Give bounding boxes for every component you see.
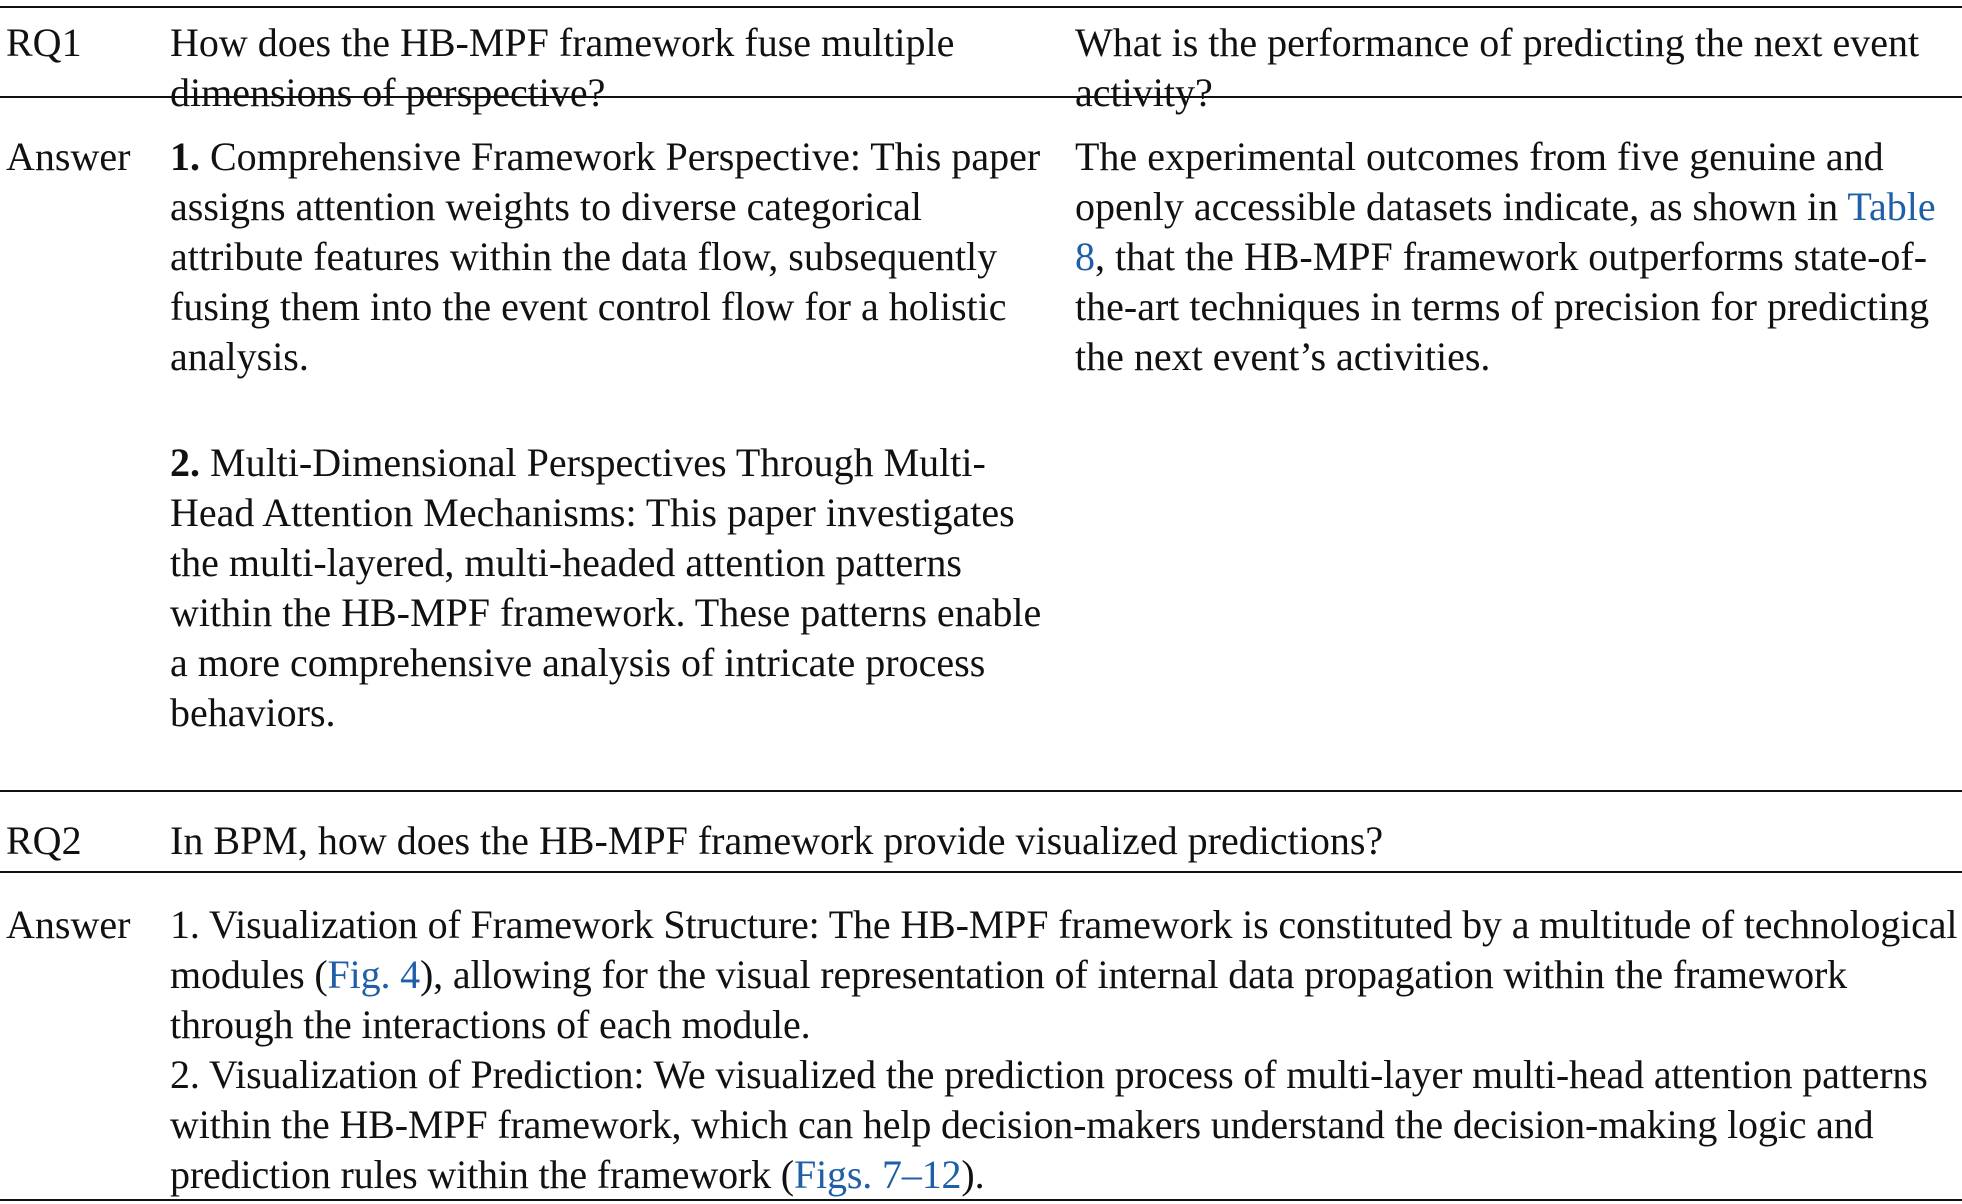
rq2-point1-before: 1. Visualization of Framework Structure: The HB-MPF framework is constituted by a multitude of technological modules (: [170, 902, 1958, 997]
rq2-answer-point1: [170, 900, 1962, 1050]
point2-number: 2.: [170, 440, 200, 485]
rq2-point2-before: 2. Visualization of Prediction: We visualized the prediction process of multi-layer multi-head attention patterns within the HB-MPF framework, which can help decision-makers understand the decision-making logic and prediction rules within the framework (: [170, 1052, 1928, 1197]
rq2-answer-label: Answer: [6, 902, 131, 947]
rq2-answer-point2: [170, 1050, 1962, 1200]
rq1-question-b: What is the performance of predicting the next event activity?: [1075, 20, 1920, 115]
rq1-answer-b-text: [1075, 132, 1957, 382]
rq2-label: RQ2: [6, 818, 82, 863]
rq1-answer-label: Answer: [6, 134, 131, 179]
table-8-link[interactable]: Table 8: [1075, 184, 1936, 279]
rq1-answer-a: [170, 132, 1055, 738]
rq1-question-a: How does the HB-MPF framework fuse multiple dimensions of perspective?: [170, 20, 955, 115]
rq2-question: In BPM, how does the HB-MPF framework provide visualized predictions?: [170, 818, 1384, 863]
point1-number: 1.: [170, 134, 200, 179]
fig-4-link[interactable]: Fig. 4: [327, 952, 420, 997]
top-rule: [0, 6, 1962, 8]
rq2-answer: [170, 900, 1962, 1200]
rq1-answer-rule: [0, 790, 1962, 792]
point2-text: Multi-Dimensional Perspectives Through Multi-Head Attention Mechanisms: This paper investigates the multi-layered, multi-headed attention patterns within the HB-MPF framework. These patterns enable a more comprehensive analysis of intricate process behaviors.: [170, 440, 1042, 735]
rq1-answer-a-point1: [170, 132, 1055, 382]
answer-b-text-after: , that the HB-MPF framework outperforms state-of-the-art techniques in terms of precision for predicting the next event’s activities.: [1075, 234, 1930, 379]
rq1-answer-b: [1075, 132, 1957, 382]
rq1-label: RQ1: [6, 20, 82, 65]
rq2-question-rule: [0, 871, 1962, 873]
rq1-answer-a-point2: [170, 438, 1055, 738]
point1-text: Comprehensive Framework Perspective: This paper assigns attention weights to diverse categorical attribute features within the data flow, subsequently fusing them into the event control flow for a holistic analysis.: [170, 134, 1041, 379]
figs-7-12-link[interactable]: Figs. 7–12: [793, 1152, 962, 1197]
rq2-point2-after: ).: [961, 1152, 985, 1197]
rq2-point1-after: ), allowing for the visual representation of internal data propagation within the framework through the interactions of each module.: [170, 952, 1847, 1047]
answer-b-text-before: The experimental outcomes from five genuine and openly accessible datasets indicate, as shown in: [1075, 134, 1884, 229]
